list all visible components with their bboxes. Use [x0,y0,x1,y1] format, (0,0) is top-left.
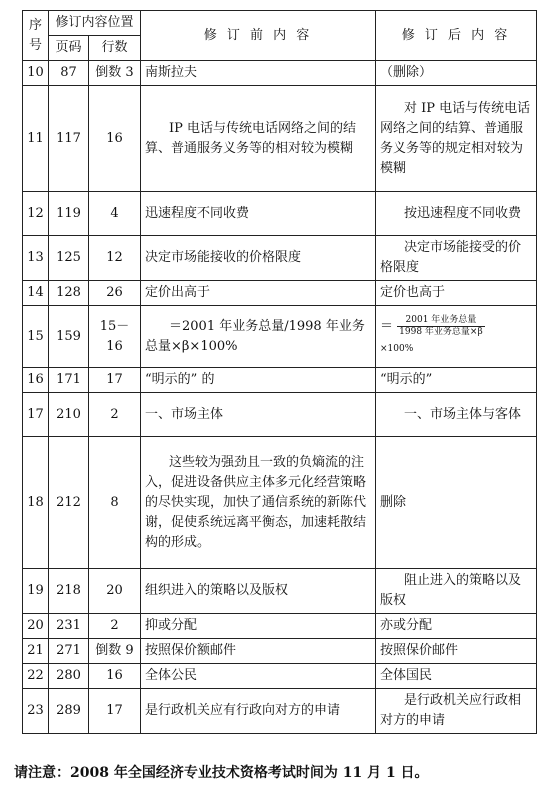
table-row [23,236,537,281]
row-before: 南斯拉夫 [141,61,376,86]
row-page: 210 [49,393,89,437]
row-line: 20 [89,569,141,614]
row-line: 4 [89,192,141,236]
row-before: 一、市场主体 [141,393,376,437]
table-row [23,368,537,393]
table-row [23,569,537,614]
row-page: 212 [49,437,89,569]
row-no: 13 [23,236,49,281]
row-before: “明示的” 的 [141,368,376,393]
row-line: 17 [89,689,141,734]
formula-denominator: 1998 年业务总量×β [399,326,483,337]
row-no: 11 [23,86,49,192]
row-line: 16 [89,86,141,192]
row-after: 阻止进入的策略以及版权 [376,569,537,614]
row-before: 这些较为强劲且一致的负熵流的注入，促进设备供应主体多元化经营策略的尽快实现，加快了通信系统的新陈代谢，促使系统远离平衡态，加速耗散结构的形成。 [141,437,376,569]
header-position: 修订内容位置 [49,11,141,36]
row-line: 倒数 9 [89,639,141,664]
row-no: 14 [23,281,49,306]
table-row [23,614,537,639]
row-line: 2 [89,393,141,437]
row-no: 23 [23,689,49,734]
row-before: IP 电话与传统电话网络之间的结算、普通服务义务等的相对较为模糊 [141,86,376,192]
table-row [23,86,537,192]
row-page: 87 [49,61,89,86]
row-before: ＝2001 年业务总量/1998 年业务总量×β×100% [141,306,376,368]
row-page: 218 [49,569,89,614]
row-no: 12 [23,192,49,236]
row-after: 一、市场主体与客体 [376,393,537,437]
row-before: 按照保价额邮件 [141,639,376,664]
row-page: 125 [49,236,89,281]
row-line: 16 [89,664,141,689]
row-line: 12 [89,236,141,281]
row-after: 是行政机关应行政相对方的申请 [376,689,537,734]
row-no: 15 [23,306,49,368]
row-line: 15－16 [89,306,141,368]
row-page: 119 [49,192,89,236]
row-after-formula [376,306,537,368]
row-after: 决定市场能接受的价格限度 [376,236,537,281]
row-before: 决定市场能接收的价格限度 [141,236,376,281]
row-after: （删除） [376,61,537,86]
row-no: 22 [23,664,49,689]
table-row [23,61,537,86]
row-after: 删除 [376,437,537,569]
header-after: 修 订 后 内 容 [376,11,537,61]
row-no: 10 [23,61,49,86]
row-after: 全体国民 [376,664,537,689]
header-page: 页码 [49,36,89,61]
row-line: 17 [89,368,141,393]
row-page: 171 [49,368,89,393]
row-page: 128 [49,281,89,306]
row-before: 迅速程度不同收费 [141,192,376,236]
table-row [23,306,537,368]
errata-table [22,10,537,734]
table-row [23,664,537,689]
table-row [23,393,537,437]
row-after: 按迅速程度不同收费 [376,192,537,236]
formula-tail: ×100% [380,343,414,354]
row-page: 159 [49,306,89,368]
exam-date-note: 请注意：2008 年全国经济专业技术资格考试时间为 11 月 1 日。 [14,765,429,781]
row-no: 18 [23,437,49,569]
row-line: 2 [89,614,141,639]
table-row [23,689,537,734]
row-after: 定价也高于 [376,281,537,306]
row-after: 对 IP 电话与传统电话网络之间的结算、普通服务义务等的规定相对较为模糊 [376,86,537,192]
row-after: 按照保价邮件 [376,639,537,664]
table-row [23,639,537,664]
row-page: 231 [49,614,89,639]
row-no: 21 [23,639,49,664]
header-before: 修 订 前 内 容 [141,11,376,61]
row-no: 20 [23,614,49,639]
row-line: 26 [89,281,141,306]
row-before: 组织进入的策略以及版权 [141,569,376,614]
header-seq: 序号 [23,11,49,61]
row-before: 抑或分配 [141,614,376,639]
table-row [23,192,537,236]
row-no: 17 [23,393,49,437]
row-page: 280 [49,664,89,689]
row-before: 是行政机关应有行政向对方的申请 [141,689,376,734]
table-row [23,281,537,306]
row-line: 8 [89,437,141,569]
row-after: “明示的” [376,368,537,393]
row-no: 19 [23,569,49,614]
formula-prefix: ＝ [380,318,394,334]
formula-fraction [397,315,485,338]
table-row [23,437,537,569]
row-page: 117 [49,86,89,192]
header-line: 行数 [89,36,141,61]
row-before: 全体公民 [141,664,376,689]
row-page: 289 [49,689,89,734]
row-after: 亦或分配 [376,614,537,639]
row-no: 16 [23,368,49,393]
formula-numerator: 2001 年业务总量 [397,315,485,327]
row-page: 271 [49,639,89,664]
row-line: 倒数 3 [89,61,141,86]
row-before: 定价出高于 [141,281,376,306]
